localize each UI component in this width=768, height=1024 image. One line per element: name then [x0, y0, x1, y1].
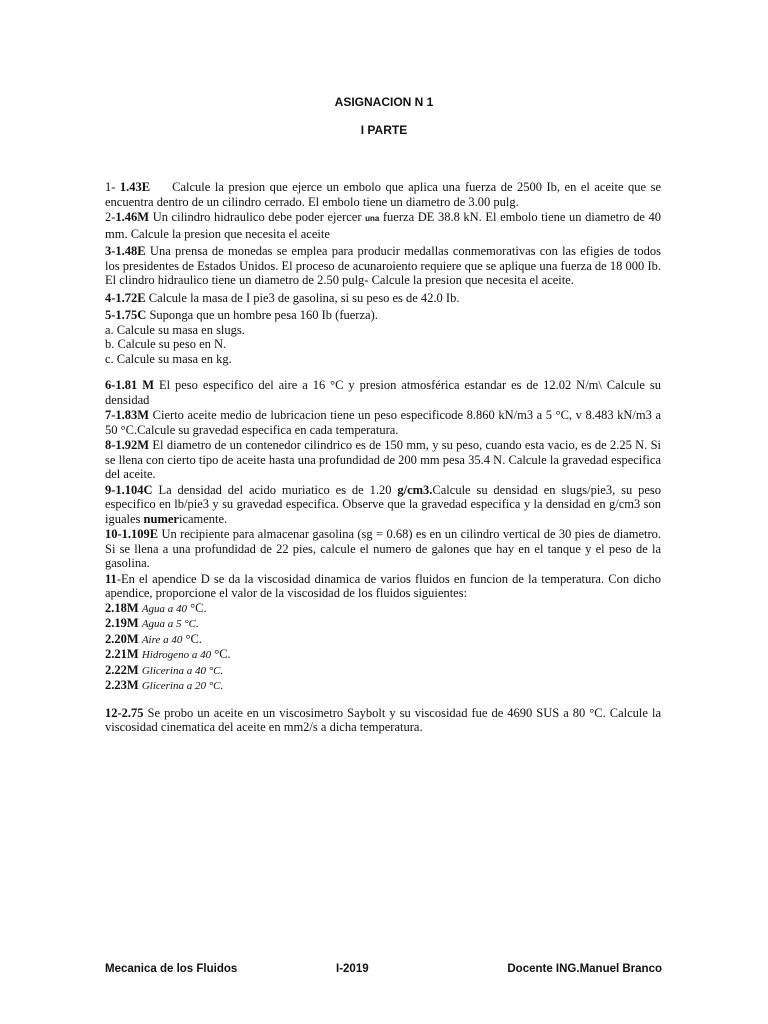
problem-text: Se probo un aceite en un viscosimetro Saybolt y su viscosidad fue de 4690 SUS a 80 °C. Calcule la viscosidad cinematica del aceite en mm2/s a dicha temperatura. — [105, 705, 661, 734]
problem-code: 1.43E — [119, 180, 151, 194]
problem-code: 1.104C — [115, 482, 153, 497]
unit-bold: g/cm3. — [397, 482, 433, 497]
problem-code: 1.81 M — [115, 378, 155, 392]
problem-code: 1.83M — [115, 408, 150, 422]
problem-number: 1- — [105, 180, 120, 194]
problem-text: Cierto aceite medio de lubricacion tiene un peso especificode 8.860 kN/m3 a 5 °C, v 8.483 kN/m3 a 50 °C.Calcule su gravedad especifica en cada temperatura. — [105, 408, 661, 437]
problem-number: 5- — [105, 308, 116, 322]
viscosity-item-code: 2.22M — [105, 662, 139, 677]
problem-number: 2- — [105, 210, 116, 224]
problem-1 — [105, 180, 661, 209]
problem-code: 1.48E — [115, 244, 146, 258]
problem-number: 9- — [105, 482, 116, 497]
problem-code: 1.109E — [121, 527, 159, 541]
section-title: I PARTE — [360, 123, 408, 137]
bold-fragment: numer — [143, 511, 179, 526]
viscosity-item-code: 2.18M — [105, 600, 139, 615]
viscosity-item-code: 2.20M — [105, 631, 139, 646]
problem-text: El peso especifico del aire a 16 °C y presion atmosférica estandar es de 12.02 N/m\ Calcule su densidad — [105, 378, 662, 407]
problem-text: Un recipiente para almacenar gasolina (sg = 0.68) es en un cilindro vertical de 30 pies de diametro. Si se llena a una profundidad de 22 pies, calcule el numero de galones que hay en el tanque y el peso de la gasolina. — [105, 527, 661, 570]
problem-6 — [105, 378, 661, 407]
problem-text: Suponga que un hombre pesa 160 Ib (fuerza). — [146, 308, 378, 322]
viscosity-item-unit: °C. — [182, 631, 202, 646]
problem-number: 8- — [105, 438, 116, 452]
problem-12 — [105, 706, 661, 735]
problem-number: 10- — [105, 527, 122, 541]
problem-text: La densidad del acido muriatico es de 1.20 — [152, 482, 398, 497]
problem-code: 1.46M — [115, 210, 150, 224]
viscosity-item-fluid: Aire a 40 — [141, 633, 183, 646]
viscosity-item-unit: °C. — [187, 600, 207, 615]
small-word: una — [365, 214, 380, 223]
problem-code: 2.75 — [121, 705, 144, 720]
problem-code: 1.75C — [115, 308, 147, 322]
problem-number: 6- — [105, 378, 116, 392]
footer-course: Mecanica de los Fluidos — [105, 963, 238, 975]
problem-8 — [105, 438, 661, 482]
problem-3 — [105, 244, 661, 288]
problem-10 — [105, 527, 661, 571]
problem-text: Calcule la masa de I pie3 de gasolina, si su peso es de 42.0 Ib. — [145, 290, 460, 305]
viscosity-item-fluid: Glicerina a 40 °C. — [141, 664, 224, 677]
sub-item-c: c. Calcule su masa en kg. — [105, 351, 232, 366]
problem-number: 11 — [105, 571, 117, 586]
problem-2 — [105, 210, 661, 241]
problem-7 — [105, 408, 661, 437]
viscosity-item-code: 2.21M — [105, 647, 139, 661]
problem-text: -En el apendice D se da la viscosidad dinamica de varios fluidos en funcion de la temperatura. Con dicho apendice, proporcione el valor de la viscosidad de los fluidos siguientes: — [105, 571, 661, 600]
problem-code: 1.92M — [115, 438, 150, 452]
problem-11 — [105, 572, 661, 694]
problem-text: El diametro de un contenedor cilindrico es de 150 mm, y su peso, cuando esta vacio, es de 2.25 N. Si se llena con cierto tipo de aceite hasta una profundidad de 200 mm pesa 35.4 N. Calcule la gravedad especifica del aceite. — [105, 438, 661, 481]
problem-number: 4- — [105, 290, 116, 305]
footer-teacher: Docente ING.Manuel Branco — [507, 963, 662, 975]
problem-text: fuerza DE 38.8 kN. El embolo tiene un diametro de 40 mm. Calcule la presion que necesita el aceite — [105, 210, 661, 241]
problem-number: 3- — [105, 244, 116, 258]
problem-number: 12- — [105, 705, 122, 720]
sub-item-a: a. Calcule su masa en slugs. — [105, 322, 245, 337]
problem-number: 7- — [105, 408, 116, 422]
sub-item-b: b. Calcule su peso en N. — [105, 337, 227, 351]
viscosity-item-code: 2.23M — [105, 678, 139, 692]
problem-9 — [105, 483, 661, 527]
problem-5 — [105, 308, 661, 366]
viscosity-item-code: 2.19M — [105, 616, 139, 630]
viscosity-item-fluid: Hidrogeno a 40 — [141, 649, 212, 661]
viscosity-item-fluid: Glicerina a 20 °C. — [141, 680, 224, 692]
problem-code: 1.72E — [115, 290, 146, 305]
problem-text: Una prensa de monedas se emplea para producir medallas conmemorativas con las efigies de todos los presidentes de Estados Unidos. El proceso de acunaroiento requiere que se aplique una fuerza de 18 000 Ib. El clindro hidraulico tiene un diametro de 2.50 pulg- Calcule la presion que necesita el aceite. — [105, 244, 661, 287]
problem-list — [105, 180, 661, 735]
problem-text: Un cilindro hidraulico debe poder ejercer — [149, 210, 366, 224]
viscosity-item-fluid: Agua a 5 °C. — [141, 618, 199, 630]
viscosity-item-fluid: Agua a 40 — [141, 602, 188, 615]
problem-text: icamente. — [178, 511, 228, 526]
problem-4 — [105, 291, 661, 306]
problem-text: Calcule su densidad en slugs/pie3, su peso especifico en lb/pie3 y su gravedad especifica. Observe que la gravedad especifica y la densidad en g/cm3 son iguales — [105, 482, 661, 526]
footer-term: I-2019 — [336, 963, 369, 975]
viscosity-item-unit: °C. — [211, 647, 231, 661]
problem-text: Calcule la presion que ejerce un embolo que aplica una fuerza de 2500 Ib, en el aceite que se encuentra dentro de un cilindro cerrado. El embolo tiene un diametro de 3.00 pulg. — [105, 180, 661, 209]
assignment-title: ASIGNACION N 1 — [334, 95, 434, 109]
